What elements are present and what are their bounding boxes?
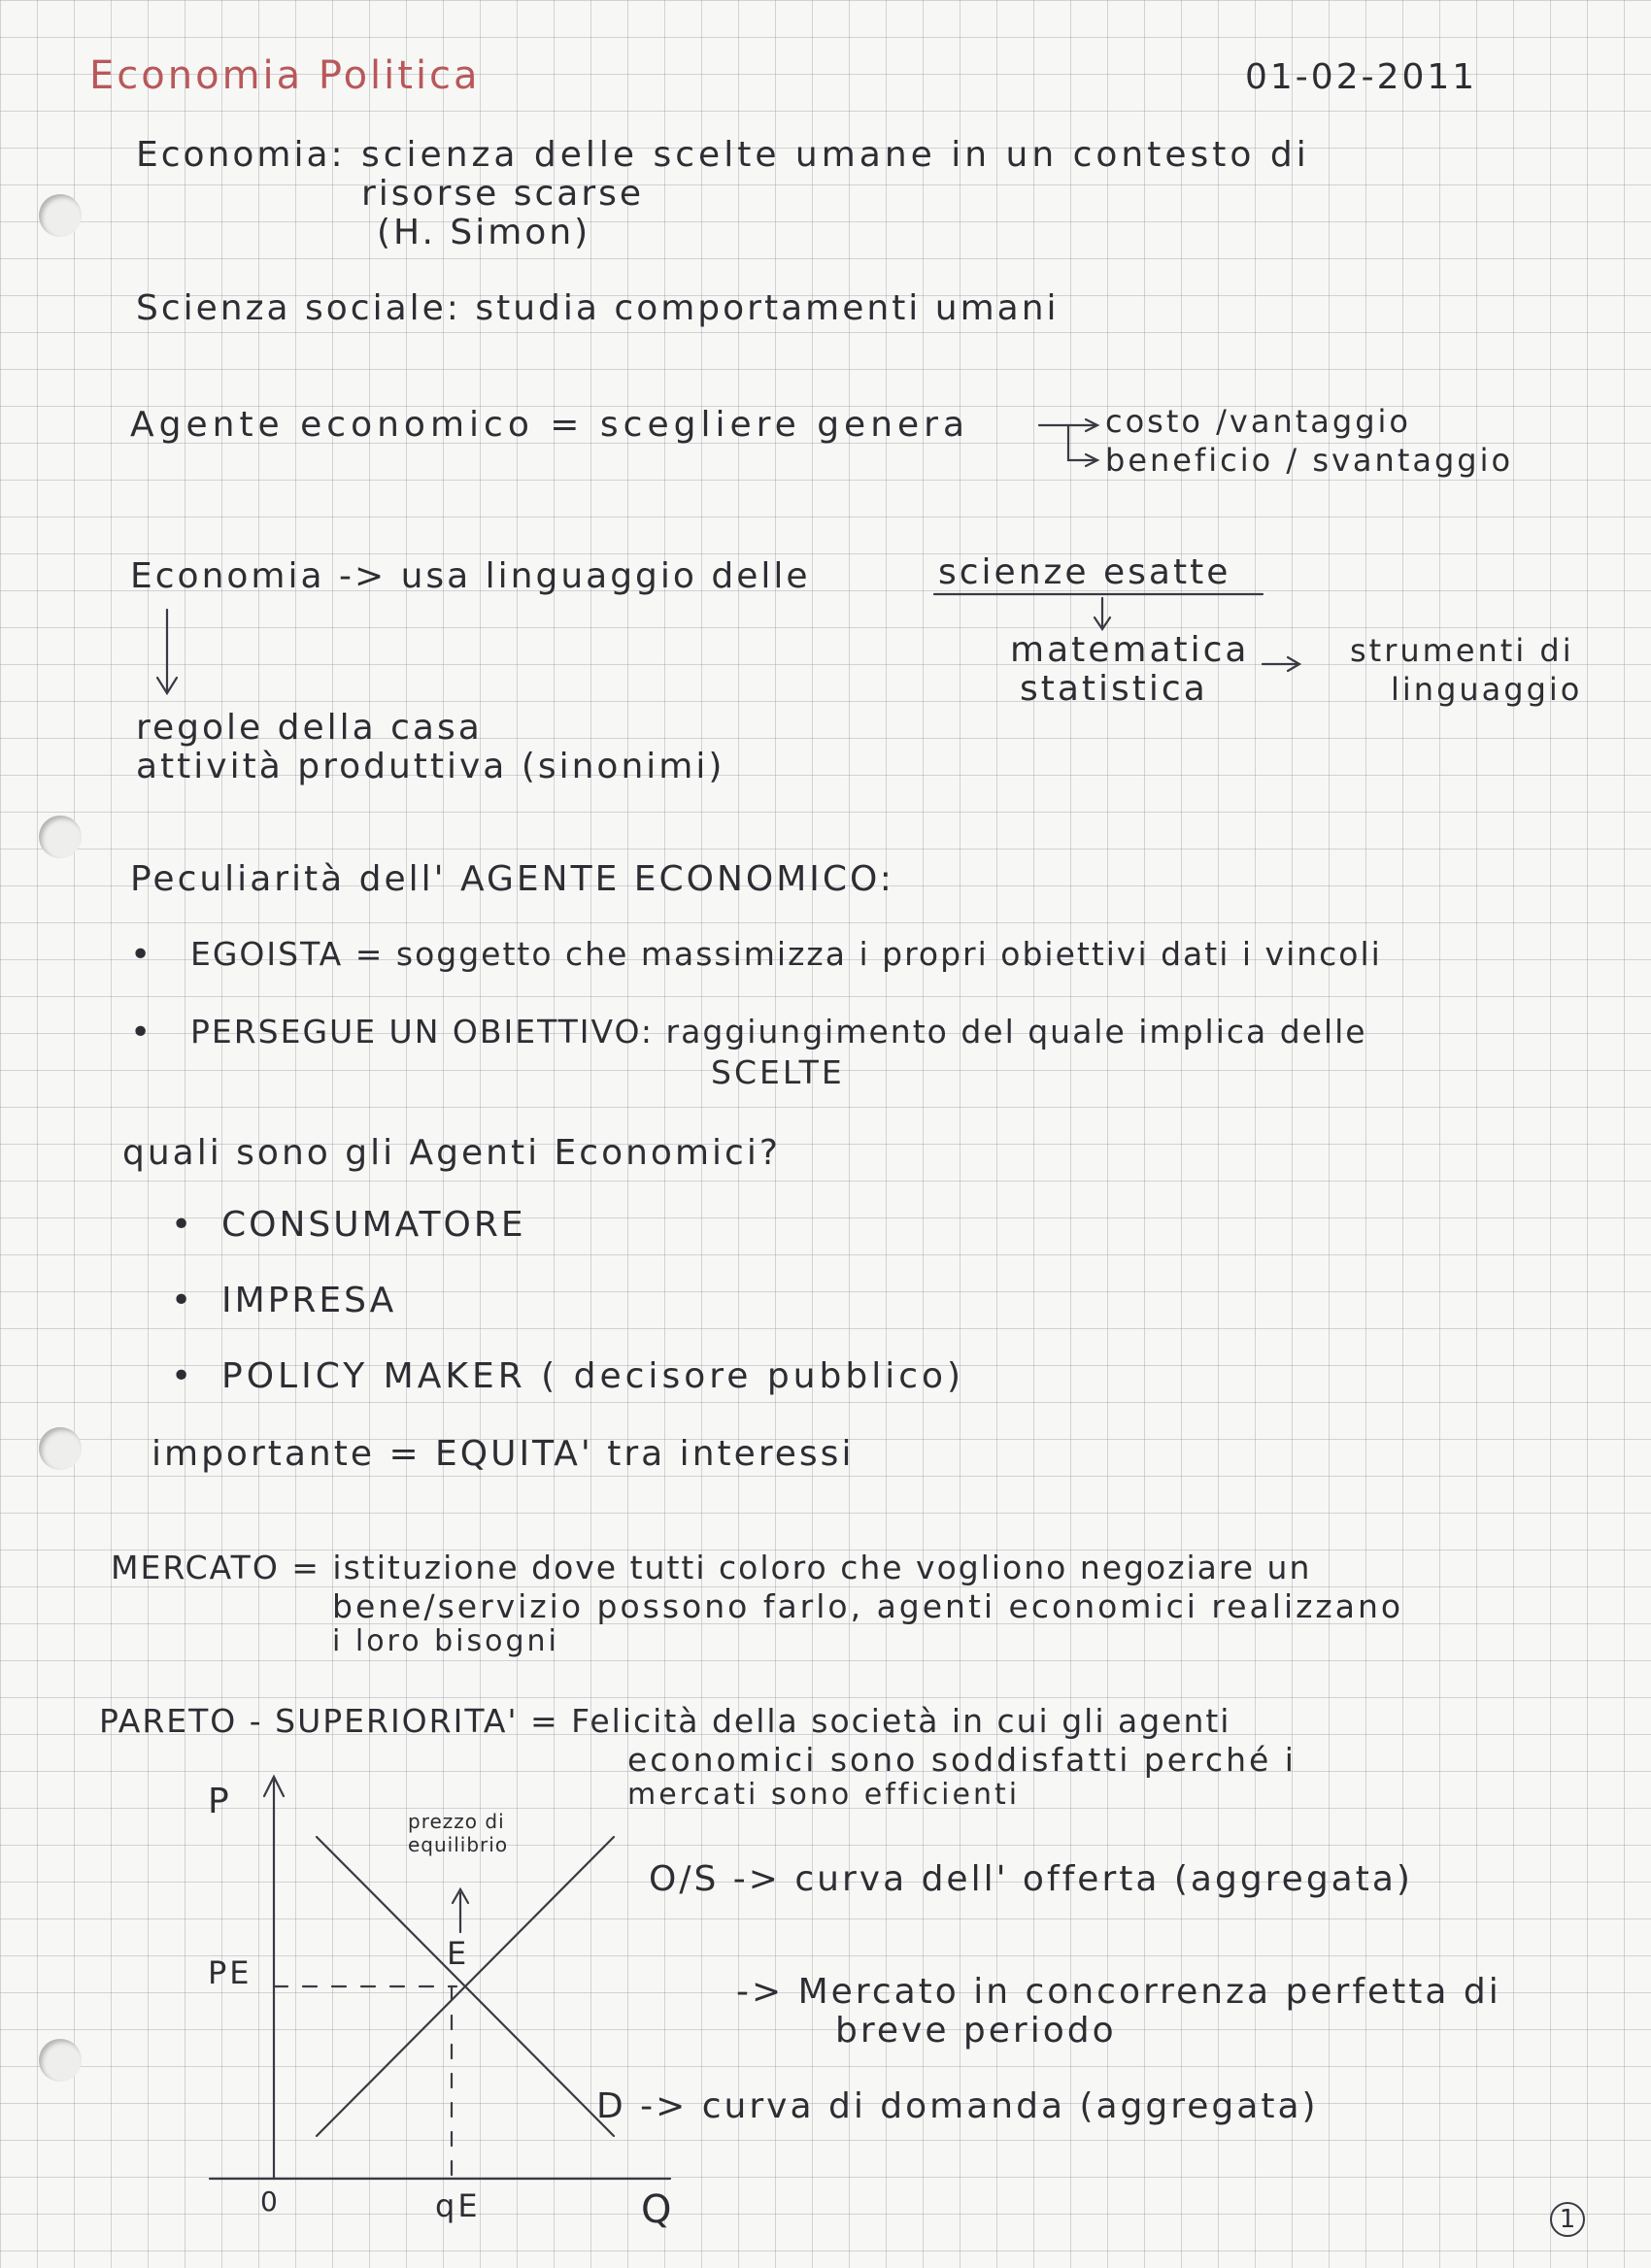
mercato-line-2: bene/servizio possono farlo, agenti economici realizzano: [332, 1587, 1404, 1625]
scelte-text: SCELTE: [711, 1053, 845, 1091]
statistica-text: statistica: [1020, 669, 1208, 709]
importante-line: importante = EQUITA' tra interessi: [152, 1434, 855, 1474]
pareto-line-2: economici sono soddisfatti perché i: [627, 1741, 1297, 1779]
linguaggio-line: Economia -> usa linguaggio delle: [130, 556, 811, 596]
graph-equilibrium-text-2: equilibrio: [408, 1833, 509, 1856]
graph-origin: 0: [260, 2185, 281, 2218]
graph-equilibrium-point: E: [447, 1935, 470, 1972]
regole-line-2: attività produttiva (sinonimi): [136, 747, 725, 786]
matematica-text: matematica: [1010, 630, 1250, 670]
page-number: 1: [1550, 2202, 1585, 2237]
strumenti-text-2: linguaggio: [1391, 671, 1583, 708]
graph-axis-q: Q: [641, 2187, 675, 2232]
graph-market-text-1: -> Mercato in concorrenza perfetta di: [736, 1972, 1501, 2012]
mercato-line-1: MERCATO = istituzione dove tutti coloro che vogliono negoziare un: [111, 1549, 1312, 1586]
bullet-dot: •: [130, 935, 154, 975]
regole-line-1: regole della casa: [136, 708, 483, 748]
graph-qe-label: qE: [435, 2187, 481, 2224]
economia-label: Economia:: [136, 135, 346, 175]
agenti-item-consumatore: CONSUMATORE: [221, 1205, 526, 1245]
egoista-bullet: EGOISTA = soggetto che massimizza i propri obiettivi dati i vincoli: [190, 935, 1382, 973]
agente-economico-line: Agente economico = scegliere genera: [130, 405, 970, 445]
economia-def-line-3: (H. Simon): [377, 213, 591, 252]
bullet-dot: •: [171, 1356, 195, 1396]
mercato-line-3: i loro bisogni: [332, 1624, 559, 1658]
page-title: Economia Politica: [89, 53, 481, 98]
pareto-line-3: mercati sono efficienti: [627, 1778, 1021, 1812]
scienza-sociale-line: Scienza sociale: studia comportamenti umani: [136, 288, 1060, 328]
graph-offer-label: O/S -> curva dell' offerta (aggregata): [649, 1859, 1413, 1899]
strumenti-text-1: strumenti di: [1350, 632, 1574, 669]
bullet-dot: •: [130, 1013, 154, 1052]
page-date: 01-02-2011: [1245, 57, 1478, 97]
graph-equilibrium-text-1: prezzo di: [408, 1810, 505, 1833]
agente-benefit-text: beneficio / svantaggio: [1105, 442, 1514, 479]
peculiarita-heading: Peculiarità dell' AGENTE ECONOMICO:: [130, 859, 894, 899]
agente-cost-text: costo /vantaggio: [1105, 403, 1411, 440]
graph-pe-label: PE: [208, 1954, 253, 1991]
economia-def-line-2: risorse scarse: [361, 174, 645, 214]
graph-axis-p: P: [208, 1782, 232, 1821]
agenti-question: quali sono gli Agenti Economici?: [122, 1133, 781, 1173]
persegue-bullet: PERSEGUE UN OBIETTIVO: raggiungimento del quale implica delle: [190, 1013, 1367, 1051]
graph-demand-label: D -> curva di domanda (aggregata): [596, 2086, 1319, 2126]
scienze-esatte-text: scienze esatte: [938, 552, 1231, 592]
agenti-item-impresa: IMPRESA: [221, 1281, 397, 1320]
bullet-dot: •: [171, 1205, 195, 1245]
bullet-dot: •: [171, 1281, 195, 1320]
agenti-item-policy-maker: POLICY MAKER ( decisore pubblico): [221, 1356, 965, 1396]
graph-market-text-2: breve periodo: [835, 2011, 1117, 2051]
pareto-line-1: PARETO - SUPERIORITA' = Felicità della società in cui gli agenti: [99, 1702, 1231, 1740]
economia-def-line-1: scienza delle scelte umane in un contesto di: [361, 135, 1310, 175]
